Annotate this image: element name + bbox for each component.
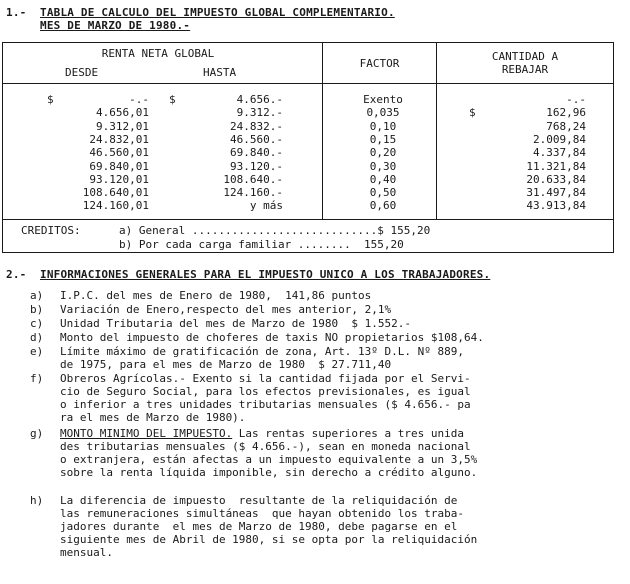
cell-desde: 24.832,01 — [89, 132, 149, 146]
section-1-number: 1.- — [6, 6, 27, 19]
table-row — [3, 160, 615, 172]
info-item-text: des tributarias mensuales ($ 4.656.-), sean en moneda nacional — [60, 440, 471, 453]
info-item-text: mensual. — [60, 546, 113, 559]
cell-factor: 0,60 — [369, 199, 397, 213]
info-item-line — [30, 494, 614, 507]
section-2-number: 2.- — [6, 268, 27, 281]
info-item-letter: d) — [30, 331, 44, 344]
cell-factor: Exento — [363, 93, 403, 106]
info-item-text: Las rentas superiores a tres unida — [232, 427, 464, 440]
table-row — [3, 146, 615, 158]
info-item-line — [30, 453, 614, 466]
info-item-line — [30, 358, 614, 371]
cell-desde: 93.120,01 — [89, 172, 149, 186]
cell-cantidad: 43.913,84 — [526, 199, 586, 213]
info-item-text: Unidad Tributaria del mes de Marzo de 1980 $ 1.552.- — [60, 317, 411, 330]
cell-hasta: 69.840.- — [230, 146, 283, 160]
info-item-text: las remuneraciones simultáneas que hayan obtenido los traba- — [60, 507, 464, 520]
cell-hasta: y más — [249, 199, 283, 213]
table-divider — [3, 83, 613, 84]
cell-hasta: 4.656.- — [236, 93, 283, 106]
cell-desde: 69.840,01 — [89, 159, 149, 173]
creditos-carga-familiar: b) Por cada carga familiar ........ 155,20 — [119, 238, 404, 251]
info-item-line — [30, 372, 614, 385]
cell-hasta: 108.640.- — [223, 172, 283, 186]
creditos-label: CREDITOS: — [21, 224, 81, 237]
cell-desde: 9.312,01 — [96, 119, 149, 133]
cell-cantidad: 31.497,84 — [526, 186, 586, 200]
info-item — [30, 303, 614, 316]
info-item-letter: g) — [30, 427, 44, 440]
info-item-text: o extranjera, están afectas a un impuesto equivalente a un 3,5% — [60, 453, 478, 466]
cell-desde: 124.160,01 — [82, 199, 149, 213]
cell-desde: 46.560,01 — [89, 146, 149, 160]
info-item-text: Monto del impuesto de choferes de taxis NO propietarios $108,64. — [60, 331, 484, 344]
cell-hasta: 93.120.- — [230, 159, 283, 173]
info-item-letter: e) — [30, 345, 44, 358]
table-row — [3, 173, 615, 185]
tax-table — [2, 42, 614, 253]
info-item-line — [30, 303, 614, 316]
cell-hasta: 9.312.- — [236, 106, 283, 120]
info-item — [30, 317, 614, 330]
table-row — [3, 133, 615, 145]
cantidad-currency: $ — [469, 106, 476, 120]
info-item-line — [30, 546, 614, 559]
cell-hasta: 24.832.- — [230, 119, 283, 133]
info-item — [30, 427, 614, 479]
info-item-letter: b) — [30, 303, 44, 316]
info-item-text: cio de Seguro Social, para los efectos previsionales, es igual — [60, 385, 471, 398]
table-divider — [3, 219, 613, 220]
table-row — [3, 199, 615, 211]
header-factor: FACTOR — [359, 57, 400, 70]
cell-cantidad: 768,24 — [546, 119, 586, 133]
info-item-letter: h) — [30, 494, 44, 507]
info-item-line — [30, 466, 614, 479]
info-item-text: La diferencia de impuesto resultante de la reliquidación de — [60, 494, 458, 507]
header-desde: DESDE — [65, 66, 99, 79]
info-item-line — [30, 289, 614, 302]
table-row — [3, 106, 615, 118]
section-2-title: INFORMACIONES GENERALES PARA EL IMPUESTO UNICO A LOS TRABAJADORES. — [40, 268, 491, 281]
creditos-general: a) General ............................$ 155,20 — [119, 224, 431, 237]
info-item-line — [30, 440, 614, 453]
table-row — [3, 186, 615, 198]
desde-currency: $ — [47, 93, 54, 106]
info-item-line — [30, 345, 614, 358]
cell-cantidad: 11.321,84 — [526, 159, 586, 173]
info-item — [30, 345, 614, 371]
info-item-text: Límite máximo de gratificación de zona, Art. 13º D.L. Nº 889, — [60, 345, 464, 358]
info-item-line — [30, 398, 614, 411]
info-item-line — [30, 533, 614, 546]
cell-factor: 0,40 — [369, 172, 397, 186]
cell-hasta: 46.560.- — [230, 132, 283, 146]
cell-cantidad: -.- — [566, 93, 586, 106]
cell-factor: 0,20 — [369, 146, 397, 160]
cell-factor: 0,15 — [369, 132, 397, 146]
section-1-subtitle: MES DE MARZO DE 1980.- — [40, 19, 191, 32]
cell-cantidad: 162,96 — [546, 106, 586, 120]
info-item-line — [30, 385, 614, 398]
table-row — [3, 93, 615, 105]
info-item-line — [30, 507, 614, 520]
cell-hasta: 124.160.- — [223, 186, 283, 200]
info-item-letter: f) — [30, 372, 44, 385]
cell-factor: 0,035 — [366, 106, 400, 120]
info-item-heading: MONTO MINIMO DEL IMPUESTO. — [60, 427, 233, 440]
info-item-text: jadores durante el mes de Marzo de 1980, debe pagarse en el — [60, 520, 458, 533]
info-item-letter: c) — [30, 317, 44, 330]
info-item-line — [30, 331, 614, 344]
info-item — [30, 331, 614, 344]
cell-desde: 4.656,01 — [96, 106, 149, 120]
cell-factor: 0,50 — [369, 186, 397, 200]
cell-cantidad: 20.633,84 — [526, 172, 586, 186]
info-item-text: Variación de Enero,respecto del mes anterior, 2,1% — [60, 303, 392, 316]
cell-desde: -.- — [129, 93, 149, 106]
info-item-text: de 1975, para el mes de Marzo de 1980 $ 27.711,40 — [60, 358, 392, 371]
cell-factor: 0,30 — [369, 159, 397, 173]
cell-desde: 108.640,01 — [82, 186, 149, 200]
header-rebajar: REBAJAR — [501, 63, 549, 76]
info-item — [30, 372, 614, 424]
info-item-letter: a) — [30, 289, 44, 302]
table-row — [3, 120, 615, 132]
info-item-line — [30, 411, 614, 424]
section-1-title: TABLA DE CALCULO DEL IMPUESTO GLOBAL COMPLEMENTARIO. — [40, 6, 395, 19]
info-item-line — [30, 520, 614, 533]
header-hasta: HASTA — [203, 66, 237, 79]
info-item-text: siguiente mes de Abril de 1980, si se opta por la reliquidación — [60, 533, 478, 546]
cell-factor: 0,10 — [369, 119, 397, 133]
info-item-text: I.P.C. del mes de Enero de 1980, 141,86 puntos — [60, 289, 372, 302]
info-item — [30, 494, 614, 559]
cell-cantidad: 4.337,84 — [533, 146, 586, 160]
header-cantidad-a: CANTIDAD A — [491, 50, 559, 63]
cell-cantidad: 2.009,84 — [533, 132, 586, 146]
info-item — [30, 289, 614, 302]
info-item-text: o inferior a tres unidades tributarias mensuales ($ 4.656.- pa — [60, 398, 471, 411]
info-item-line — [30, 317, 614, 330]
info-item-line — [30, 427, 614, 440]
info-item-text: sobre la renta líquida imponible, sin derecho a crédito alguno. — [60, 466, 478, 479]
header-renta-neta-global: RENTA NETA GLOBAL — [101, 47, 215, 60]
info-item-text: Obreros Agrícolas.- Exento si la cantidad fijada por el Servi- — [60, 372, 471, 385]
hasta-currency: $ — [169, 93, 176, 106]
info-item-text: ra el mes de Marzo de 1980). — [60, 411, 246, 424]
